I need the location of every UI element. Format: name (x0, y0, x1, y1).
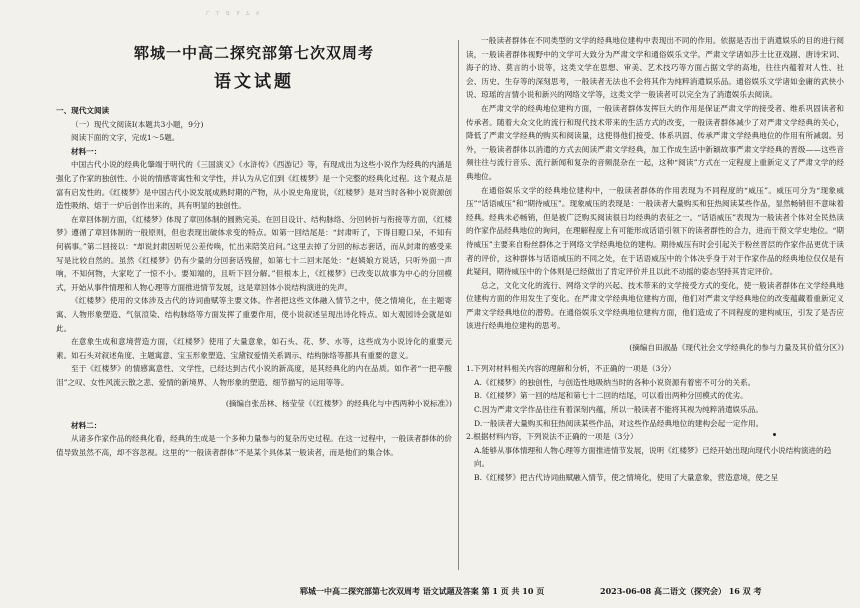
material-one-label: 材料一： (71, 146, 102, 156)
subsection-heading: （一）现代文阅读Ⅰ(本题共3小题，9分) (71, 119, 204, 129)
left-column (56, 22, 452, 459)
option-1d: D.一般读者大量购买和狂热阅读某些作品，对这些作品经典地位的建构会起一定作用。 (474, 418, 764, 428)
source-citation: (摘编自张岳林、杨莹莹《《红楼梦》的经典化与中西两种小说标准》) (225, 399, 452, 409)
paragraph: 一般读者群体在不同类型的文学的经典地位建构中表现出不同的作用。依据是否出于消遣娱乐的目的进行阅读，一般读者群体视野中的文学可大致分为严肃文学和通俗娱乐文学。严肃文学诸如莎士比亚戏剧、唐诗宋词、海子的诗、莫言的小说等，这类文学在思想、审美、艺术技巧等方面占据文学的高地，往往内蕴着对人性、社会、历史、生存等的深刻思考，一般读者无法也不会将其作为纯粹消遣娱乐品。通俗娱乐文学诸如金庸的武侠小说、琼瑶的言情小说和新兴的网络文学等，这类文学一般读者可以完全为了消遣娱乐去阅读。 (466, 36, 844, 100)
option-1a: A.《红楼梦》的独创性，与创造性地吸纳当时的各种小说资源有着密不可分的关系。 (474, 377, 756, 387)
material-two-label: 材料二： (71, 420, 102, 430)
instruction-text: 阅读下面的文字，完成1～5题。 (71, 133, 180, 143)
source-citation: (摘编自田淑晶《现代社会文学经典化的参与力量及其价值分区》) (629, 342, 844, 352)
question-1: 1.下列对材料相关内容的理解和分析，不正确的一项是（3分） (466, 364, 676, 374)
paragraph: 在意象生成和意境营造方面，《红楼梦》使用了大量意象，如石头、花、梦、水等，这些成为小说诗化的重要元素。如石头对叙述角度、主题寓意、宝玉形象塑造、宝黛钗爱情关系调示、结构脉络等都具有重要的意义。 (56, 337, 452, 360)
right-column (466, 34, 844, 485)
footer-date-info: 2023-06-08 高二语文（探究会） 16 双 考 (600, 586, 762, 596)
option-2a: A.能够从事体情理和人物心理等方面推进情节发展，说明《红楼梦》已经开始出现向现代小说结构演进的趋向。 (474, 445, 832, 469)
paragraph: 从诸多作家作品的经典化看，经典的生成是一个多种力量参与的复杂历史过程。在这一过程中，一般读者群体的价值导致虽然不高，却不容忽视。这里的“一般读者群体”不是某个具体某一般读者，而是他们的集合体。 (56, 434, 452, 457)
paragraph: 《红楼梦》使用的文体涉及古代的诗词曲赋等主要文体。作者把这些文体融入情节之中，使之情境化，在主题寄寓、人物形象塑造、气氛渲染、结构脉络等方面发挥了重要作用，使小说叙述呈现出诗化特点。如大观园诗会就是如此。 (56, 296, 452, 333)
paragraph: 在章回体制方面，《红楼梦》体现了章回体制的圆熟完美。在回目设计、结构脉络、分回转折与衔接等方面，《红楼梦》遵循了章回体制的一般原则，但也表现出破体求变的特点。如第一回结尾是：“封肃听了，下得目瞪口呆，不知有何祸事。”第二回接以：“却说封肃因听见公差传唤，忙出来陪笑启问。”这里去掉了分回的标志套话，而从封肃的感受来写是比较自然的。虽然《红楼梦》仍有少量的分回套话残留，如第七十二回末尾处：“赵姨娘方说话，只听外面一声响，不知何物，大家吃了一惊不小。要知端的，且听下回分解。”但根本上，《红楼梦》已改变以故事为中心的分回模式，开始从事件情理和人物心理等方面推进情节发展，这是章回体小说结构演进的先声。 (56, 214, 452, 292)
option-2b: B.《红楼梦》把古代诗词曲赋融入情节，使之情境化，使用了大量意象，营造意境，使之呈 (474, 473, 779, 482)
paragraph: 在严肃文学的经典地位建构方面，一般读者群体发挥巨大的作用是保证严肃文学的接受者、维系巩固读者和传承者。随着大众文化的流行和现代技术带来的生活方式的改变，一般读者群体减少了对严肃文学经典的关心，降低了严肃文学经典的购买和阅读量，这使得他们接受、体系巩固、传承严肃文学经典地位的作用有所减弱。另外，一般读者群体以消遣的方式去阅读严肃文学经典，加工作成生活中新颖故事严肃文学经典的晋级——这些音频往往与流行音乐、流行新闻和复杂的音频混杂在一起，这种“阅读”方式在一定程度上重新定义了严肃文学的经典地位。 (466, 103, 844, 181)
ink-dot (773, 433, 776, 436)
column-divider (458, 40, 459, 570)
section-heading: 一、现代文阅读 (56, 106, 110, 115)
question-2: 2.根据材料内容，下列说法不正确的一项是（3分） (466, 432, 638, 442)
subject-title: 语文试题 (214, 72, 294, 92)
paragraph: 在通俗娱乐文学的经典地位建构中，一般读者群体的作用表现为不同程度的“威压”。威压可分为“现象威压”“话语威压”和“期待威压”。现象威压的表现是：一般读者大量购买和狂热阅读某些作品，显然畅销但不意味着经典。经典未必畅销，但是被广泛购买阅读很日均经典的表征之一。“话语威压”表现为一般读者个体对全民热读的作家作品经典地位的询问，在理解程度上有可能形成话语引领下的读者群性的合力，进而干预文学史地位。“期待威压”主要来自粉丝群体之于网络文学经典地位的建构。期待威压有时会引起关于粉丝晋层的作家作品更优于读者的评价，这种群体与话语威压的不同之处，在于话语威压中的个体决乎身于对于作家作品的经典地位仅仅是有此疑问，期待威压中的个体则是已经做出了肯定评价并且以此不动摇的姿态坚持其肯定评价。 (466, 185, 844, 277)
page-title: 郓城一中高二探究部第七次双周考 (133, 44, 374, 62)
option-1c: C.因为严肃文学作品往往有着深刻内蕴，所以一般读者不能将其视为纯粹消遣娱乐品。 (474, 405, 763, 415)
paragraph: 至于《红楼梦》的情感寓意性、文学性，已经达到古代小说的新高度，是其经典化的内在品质。如作者“一把辛酸泪”之叹、女性风流云散之悲、爱情的新境界、人物形象的塑造、细节描写的运用等等。 (56, 364, 452, 387)
smudged-mark: ㄏ ㄒ ㄖ ㄗ ㄙ ㄨ (205, 10, 262, 17)
option-1b: B.《红楼梦》第一回的结尾和第七十二回的结尾，可以看出两种分回模式的优劣。 (474, 391, 748, 401)
paragraph: 总之，文化文化的流行、网络文学的兴起、技术带来的文学接受方式的变化，使一般读者群体在文学经典地位建构方面的作用发生了变化。在严肃文学经典地位建构方面，他们对严肃文学经典地位的改变蕴藏着重新定义严肃文学经典地位的潜势。在通俗娱乐文学经典地位建构方面，他们造成了不同程度的建构威压，引发了是否应该进行经典地位建构的思考。 (466, 280, 844, 331)
footer-page-info: 郓城一中高二探究部第七次双周考 语文试题及答案 第 1 页 共 10 页 (300, 586, 545, 596)
paragraph: 中国古代小说的经典化肇端于明代的《三国演义》《水浒传》《西游记》等，有现成出为这些小说作为经典的内涵是强化了作家的独创性、小说的情感寄寓性和文学性，并认为从它们到《红楼梦》是一个完整的经典化过程。这个观点是富有启发性的。《红楼梦》是中国古代小说发展成熟时期的产物，从小说史角度说，《红楼梦》是对当时各种小说资源创造性吸纳、熔于一炉后创作出来的，具有明显的独创性。 (56, 160, 452, 211)
